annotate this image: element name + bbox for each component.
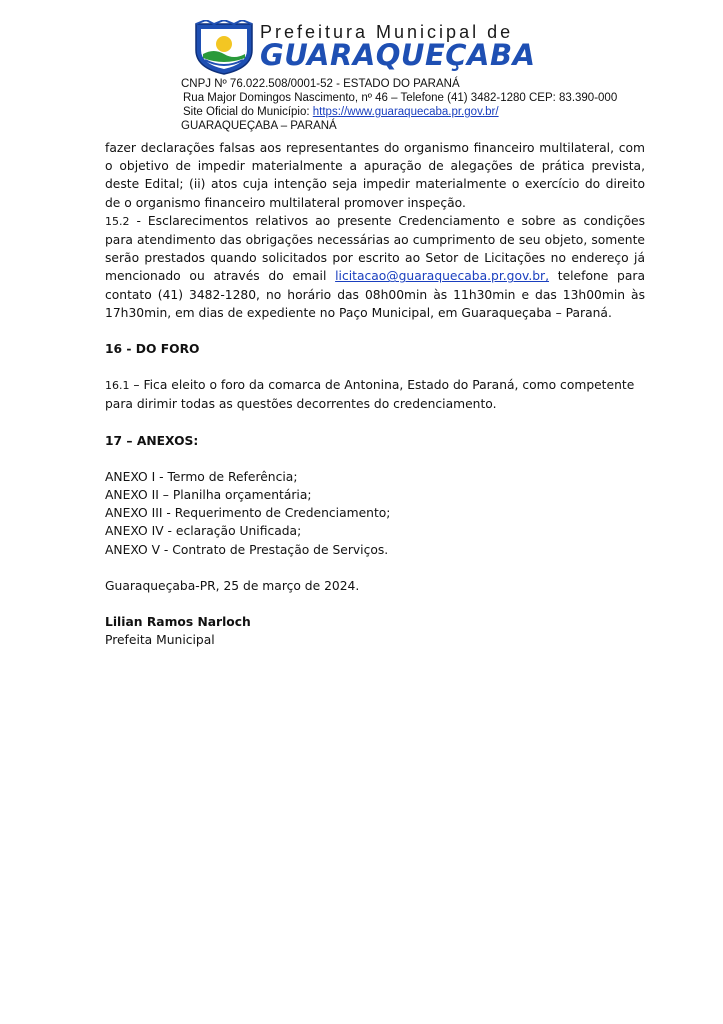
signer-name: Lilian Ramos Narloch [105,615,251,630]
contact-email-link[interactable]: licitacao@guaraquecaba.pr.gov.br, [335,269,550,284]
document-body [105,139,645,649]
paragraph-16-1-text: – Fica eleito o foro da comarca de Antonina, Estado do Paraná, como competente para dirimir todas as questões decorrentes do credenciamento. [105,378,635,412]
paragraph-15-2-text-b: telefone para contato (41) 3482-1280, no horário das 08h00min às 11h30min e das 13h00min às 17h30min, em dias de expediente no Paço Municipal, em Guaraqueçaba – Paraná. [105,269,645,320]
annex-item: ANEXO V - Contrato de Prestação de Serviços. [105,542,389,557]
section-16-heading: 16 - DO FORO [105,342,200,357]
paragraph-15-2-text-a: - Esclarecimentos relativos ao presente Credenciamento e sobre as condições para atendimento das obrigações necessárias ao cumprimento de seu objeto, somente serão prestados quando solicitados por escrito ao Setor de Licitações no endereço já mencionado ou através do email [105,213,645,284]
header-city: GUARAQUEÇABA – PARANÁ [181,120,337,132]
paragraph-16-1 [105,376,645,413]
org-name-line2: GUARAQUEÇABA [260,38,536,72]
header-cnpj: CNPJ Nº 76.022.508/0001-52 - ESTADO DO PARANÁ [181,78,460,90]
municipal-coat-of-arms-icon [192,20,256,76]
paragraph-15-2 [105,212,645,322]
signer-role: Prefeita Municipal [105,633,215,648]
paragraph-15-2-number: 15.2 [105,214,130,228]
paragraph-16-1-number: 16.1 [105,379,130,393]
header-site [183,106,499,119]
annex-item: ANEXO IV - eclaração Unificada; [105,524,302,539]
section-17-heading: 17 – ANEXOS: [105,433,199,448]
annex-item: ANEXO III - Requerimento de Credenciamento; [105,506,391,521]
annex-item: ANEXO II – Planilha orçamentária; [105,488,312,503]
header-site-link[interactable]: https://www.guaraquecaba.pr.gov.br/ [312,106,499,118]
paragraph-15-1-cont: fazer declarações falsas aos representantes do organismo financeiro multilateral, com o objetivo de impedir materialmente a apuração de alegações de prática prevista, deste Edital; (ii) atos cuja intenção seja impedir materialmente o exercício do direito de o organismo financeiro multilateral promover inspeção. [105,141,645,210]
org-name-line1: Prefeitura Municipal de [260,22,514,42]
annex-item: ANEXO I - Termo de Referência; [105,469,298,484]
document-date: Guaraqueçaba-PR, 25 de março de 2024. [105,578,360,593]
header-address: Rua Major Domingos Nascimento, nº 46 – Telefone (41) 3482-1280 CEP: 83.390-000 [183,92,618,104]
header-site-label: Site Oficial do Município: [183,106,313,118]
